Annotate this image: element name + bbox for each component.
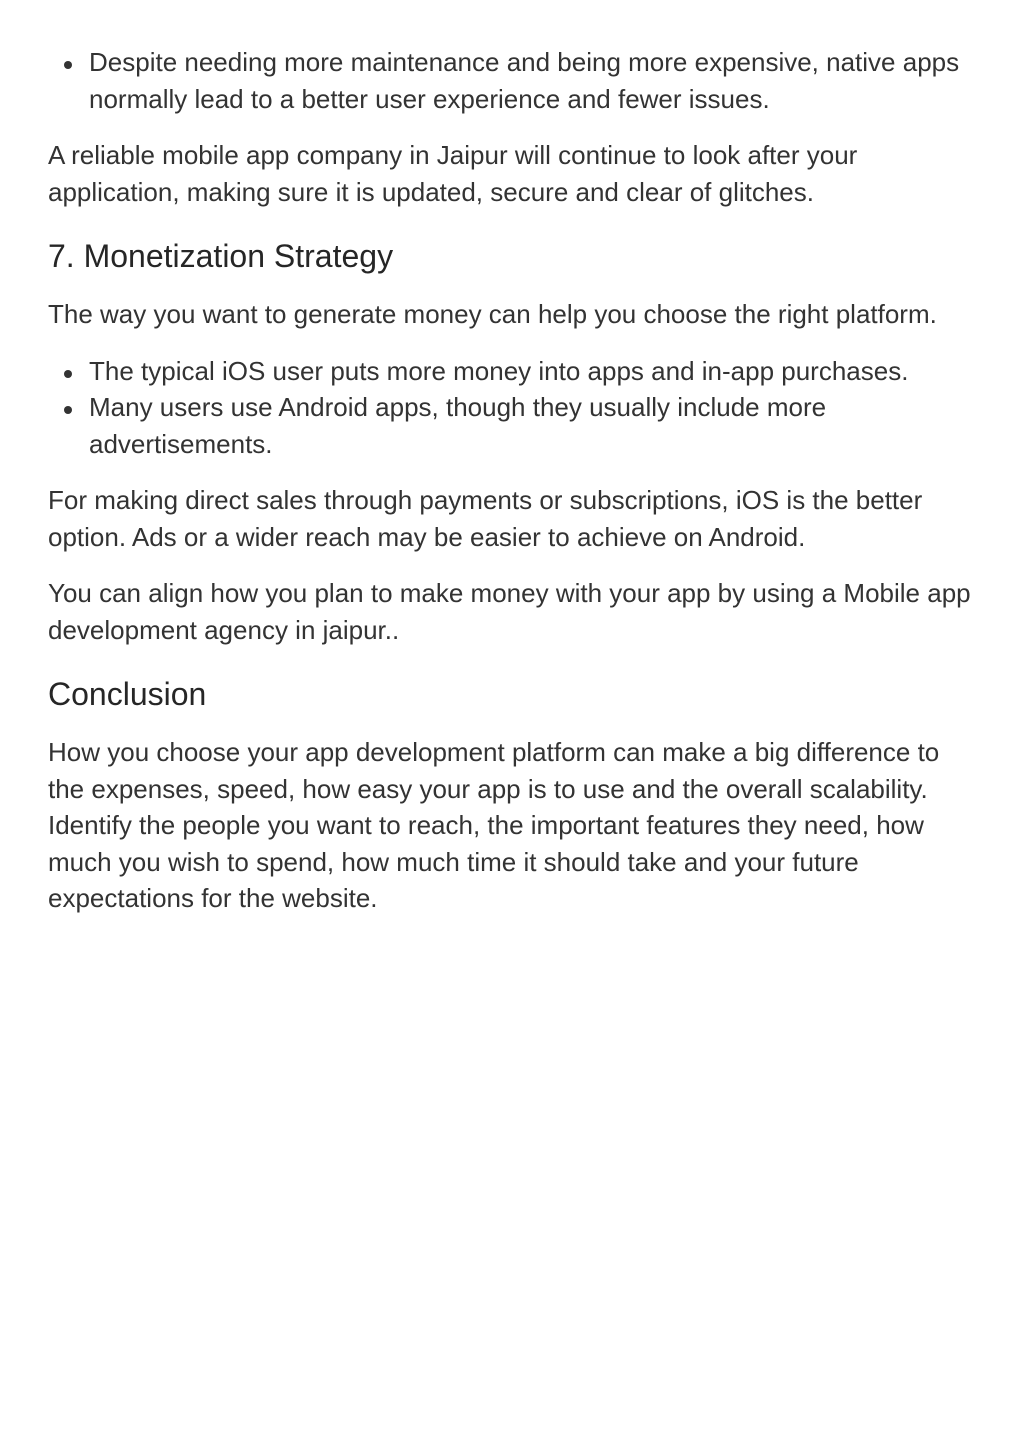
monetization-heading: 7. Monetization Strategy (48, 238, 394, 274)
conclusion-heading: Conclusion (48, 676, 207, 712)
document-page (48, 44, 978, 917)
monetization-intro-paragraph: The way you want to generate money can help you choose the right platform. (48, 299, 937, 329)
monetization-paragraph-agency: You can align how you plan to make money with your app by using a Mobile app development agency in jaipur.. (48, 578, 971, 645)
list-item: The typical iOS user puts more money into apps and in-app purchases. (48, 353, 978, 390)
list-item: Despite needing more maintenance and being more expensive, native apps normally lead to a better user experience and fewer issues. (48, 44, 978, 117)
list-item: Many users use Android apps, though they usually include more advertisements. (48, 389, 978, 462)
intro-bullet-list (48, 44, 978, 117)
reliable-company-paragraph: A reliable mobile app company in Jaipur will continue to look after your application, making sure it is updated, secure and clear of glitches. (48, 140, 858, 207)
monetization-bullet-list (48, 353, 978, 463)
monetization-paragraph-ios: For making direct sales through payments or subscriptions, iOS is the better option. Ads or a wider reach may be easier to achieve on Android. (48, 485, 923, 552)
conclusion-paragraph: How you choose your app development platform can make a big difference to the expenses, speed, how easy your app is to use and the overall scalability. Identify the people you want to reach, the important features they need, how much you wish to spend, how much time it should take and your future expectations for the website. (48, 737, 940, 913)
